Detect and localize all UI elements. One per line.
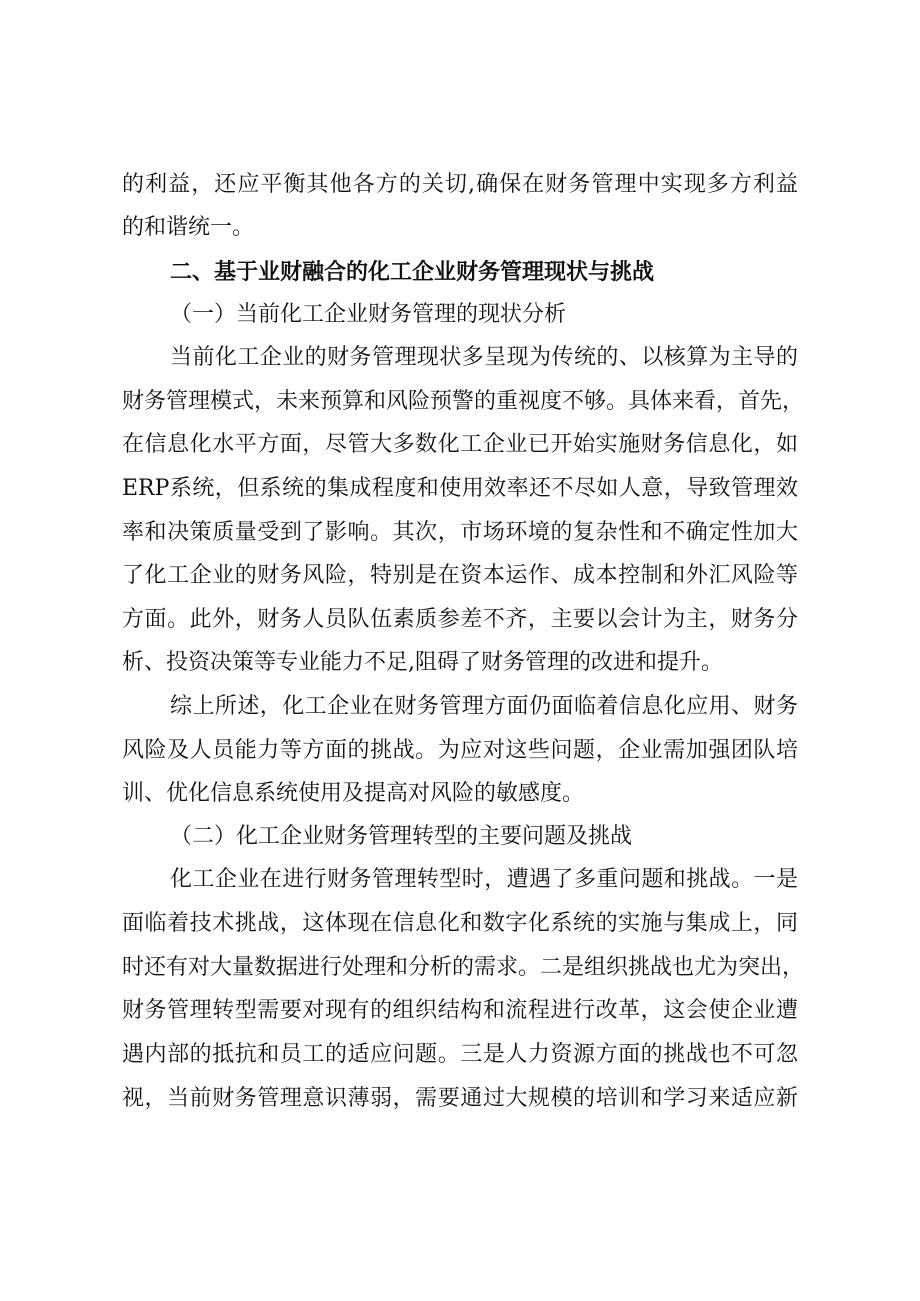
paragraph-line: 财务管理转型需要对现有的组织结构和流程进行改革，这会使企业遭 — [122, 998, 798, 1023]
paragraph-line: 的和谐统一。 — [122, 215, 255, 240]
section-heading: 二、基于业财融合的化工企业财务管理现状与挑战 — [170, 260, 655, 285]
paragraph-line: 析、投资决策等专业能力不足,阻碍了财务管理的改进和提升。 — [122, 650, 723, 675]
paragraph-line: 综上所述，化工企业在财务管理方面仍面临着信息化应用、财务 — [170, 694, 798, 719]
paragraph-line: 风险及人员能力等方面的挑战。为应对这些问题，企业需加强团队培 — [122, 738, 798, 763]
paragraph-line: 在信息化水平方面，尽管大多数化工企业已开始实施财务信息化，如 — [122, 432, 798, 457]
paragraph-line: 的利益，还应平衡其他各方的关切,确保在财务管理中实现多方利益 — [122, 172, 798, 197]
subsection-heading: （二）化工企业财务管理转型的主要问题及挑战 — [170, 824, 633, 849]
paragraph-line: 面临着技术挑战，这体现在信息化和数字化系统的实施与集成上，同 — [122, 911, 798, 936]
paragraph-line: 训、优化信息系统使用及提高对风险的敏感度。 — [122, 781, 585, 806]
paragraph-line: 率和决策质量受到了影响。其次，市场环境的复杂性和不确定性加大 — [122, 520, 798, 545]
paragraph-line: 时还有对大量数据进行处理和分析的需求。二是组织挑战也尤为突出， — [122, 955, 805, 980]
subsection-heading: （一）当前化工企业财务管理的现状分析 — [170, 302, 567, 327]
paragraph-line: 方面。此外，财务人员队伍素质参差不齐，主要以会计为主，财务分 — [122, 607, 798, 632]
paragraph-line: 遇内部的抵抗和员工的适应问题。三是人力资源方面的挑战也不可忽 — [122, 1042, 798, 1067]
paragraph-line: 财务管理模式，未来预算和风险预警的重视度不够。具体来看，首先， — [122, 389, 805, 414]
paragraph-line: 了化工企业的财务风险，特别是在资本运作、成本控制和外汇风险等 — [122, 563, 798, 588]
paragraph-line: ERP系统，但系统的集成程度和使用效率还不尽如人意，导致管理效 — [122, 476, 798, 501]
paragraph-line: 化工企业在进行财务管理转型时，遭遇了多重问题和挑战。一是 — [170, 867, 798, 892]
paragraph-line: 视，当前财务管理意识薄弱，需要通过大规模的培训和学习来适应新 — [122, 1086, 798, 1111]
paragraph-line: 当前化工企业的财务管理现状多呈现为传统的、以核算为主导的 — [170, 345, 798, 370]
